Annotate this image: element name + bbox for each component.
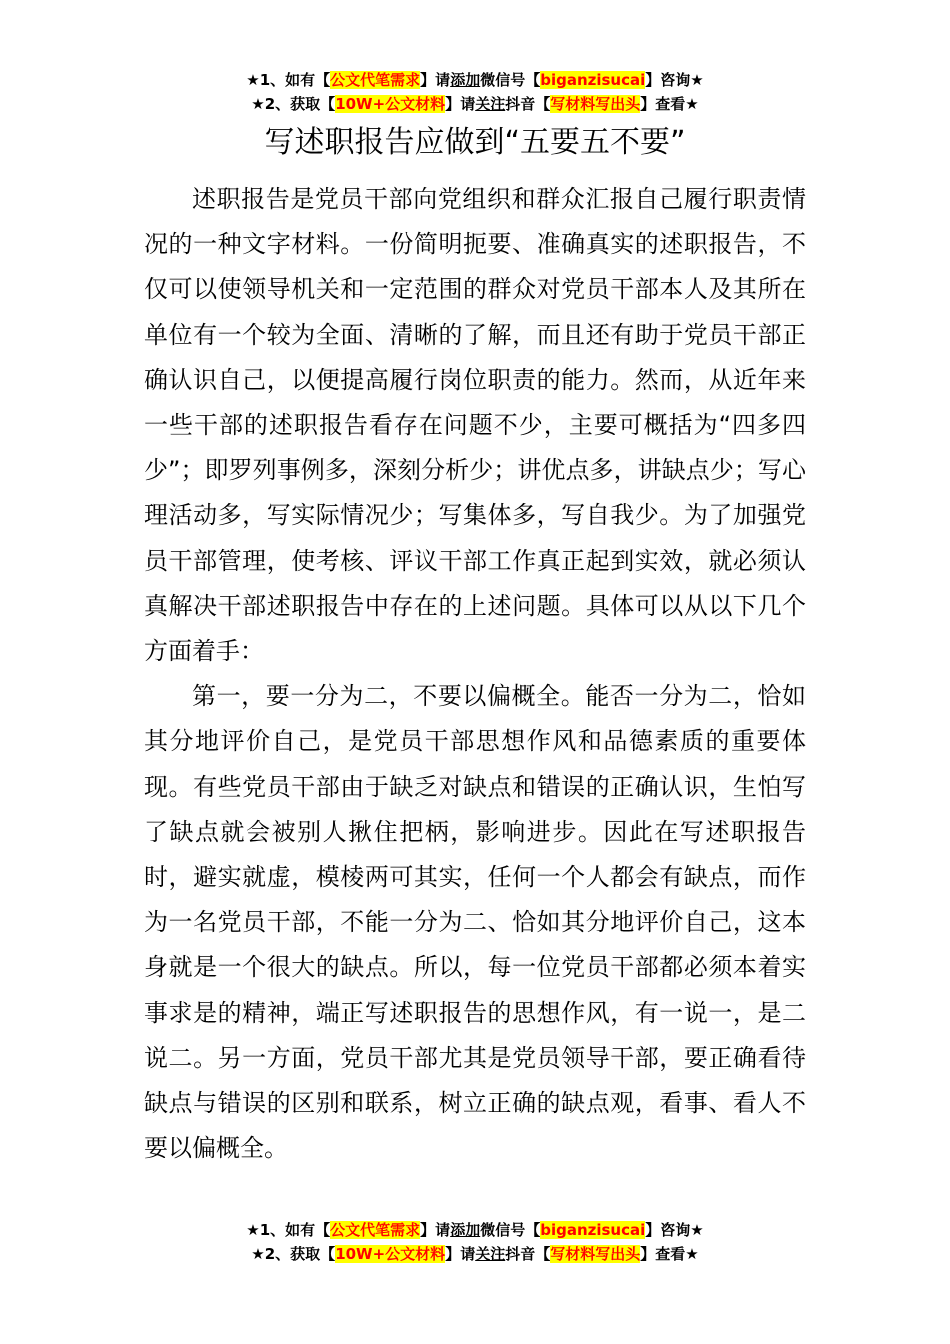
- highlight-wechat-id: biganzisucai: [540, 1221, 646, 1239]
- banner-line-1: [0, 1218, 950, 1242]
- document-body: [144, 177, 806, 1171]
- highlight-materials: 10W+公文材料: [335, 1245, 446, 1263]
- banner-text: 】请: [445, 95, 476, 113]
- underlined-text: 关注: [475, 95, 506, 113]
- highlight-materials: 10W+公文材料: [335, 95, 446, 113]
- paragraph: 述职报告是党员干部向党组织和群众汇报自己履行职责情况的一种文字材料。一份简明扼要、准确真实的述职报告，不仅可以使领导机关和一定范围的群众对党员干部本人及其所在单位有一个较为全面、清晰的了解，而且还有助于党员干部正确认识自己，以便提高履行岗位职责的能力。然而，从近年来一些干部的述职报告看存在问题不少，主要可概括为“四多四少”；即罗列事例多，深刻分析少；讲优点多，讲缺点少；写心理活动多，写实际情况少；写集体多，写自我少。为了加强党员干部管理，使考核、评议干部工作真正起到实效，就必须认真解决干部述职报告中存在的上述问题。具体可以从以下几个方面着手：: [144, 185, 806, 666]
- banner-line-1: [0, 68, 950, 92]
- highlight-service: 公文代笔需求: [330, 1221, 421, 1239]
- banner-text: ★1、如有【: [246, 71, 331, 89]
- banner-text: ★1、如有【: [246, 1221, 331, 1239]
- underlined-text: 关注: [475, 1245, 506, 1263]
- banner-line-2: [0, 92, 950, 116]
- header-banner: [0, 68, 950, 116]
- highlight-douyin-account: 写材料写出头: [550, 95, 641, 113]
- banner-text: 】查看★: [640, 1245, 699, 1263]
- banner-text: 】查看★: [640, 95, 699, 113]
- footer-banner: [0, 1218, 950, 1266]
- highlight-service: 公文代笔需求: [330, 71, 421, 89]
- banner-text: 】请: [420, 71, 451, 89]
- banner-line-2: [0, 1242, 950, 1266]
- banner-text: ★2、获取【: [251, 1245, 336, 1263]
- banner-text: 微信号【: [480, 1221, 541, 1239]
- banner-text: 】咨询★: [645, 71, 704, 89]
- banner-text: ★2、获取【: [251, 95, 336, 113]
- banner-text: 】请: [420, 1221, 451, 1239]
- underlined-text: 添加: [450, 71, 481, 89]
- highlight-douyin-account: 写材料写出头: [550, 1245, 641, 1263]
- banner-text: 抖音【: [505, 95, 551, 113]
- paragraph: 第一，要一分为二，不要以偏概全。能否一分为二，恰如其分地评价自己，是党员干部思想作风和品德素质的重要体现。有些党员干部由于缺乏对缺点和错误的正确认识，生怕写了缺点就会被别人揪住把柄，影响进步。因此在写述职报告时，避实就虚，模棱两可其实，任何一个人都会有缺点，而作为一名党员干部，不能一分为二、恰如其分地评价自己，这本身就是一个很大的缺点。所以，每一位党员干部都必须本着实事求是的精神，端正写述职报告的思想作风，有一说一，是二说二。另一方面，党员干部尤其是党员领导干部，要正确看待缺点与错误的区别和联系，树立正确的缺点观，看事、看人不要以偏概全。: [144, 682, 806, 1163]
- banner-text: 】请: [445, 1245, 476, 1263]
- document-title: 写述职报告应做到“五要五不要”: [264, 125, 686, 160]
- banner-text: 】咨询★: [645, 1221, 704, 1239]
- underlined-text: 添加: [450, 1221, 481, 1239]
- banner-text: 抖音【: [505, 1245, 551, 1263]
- banner-text: 微信号【: [480, 71, 541, 89]
- highlight-wechat-id: biganzisucai: [540, 71, 646, 89]
